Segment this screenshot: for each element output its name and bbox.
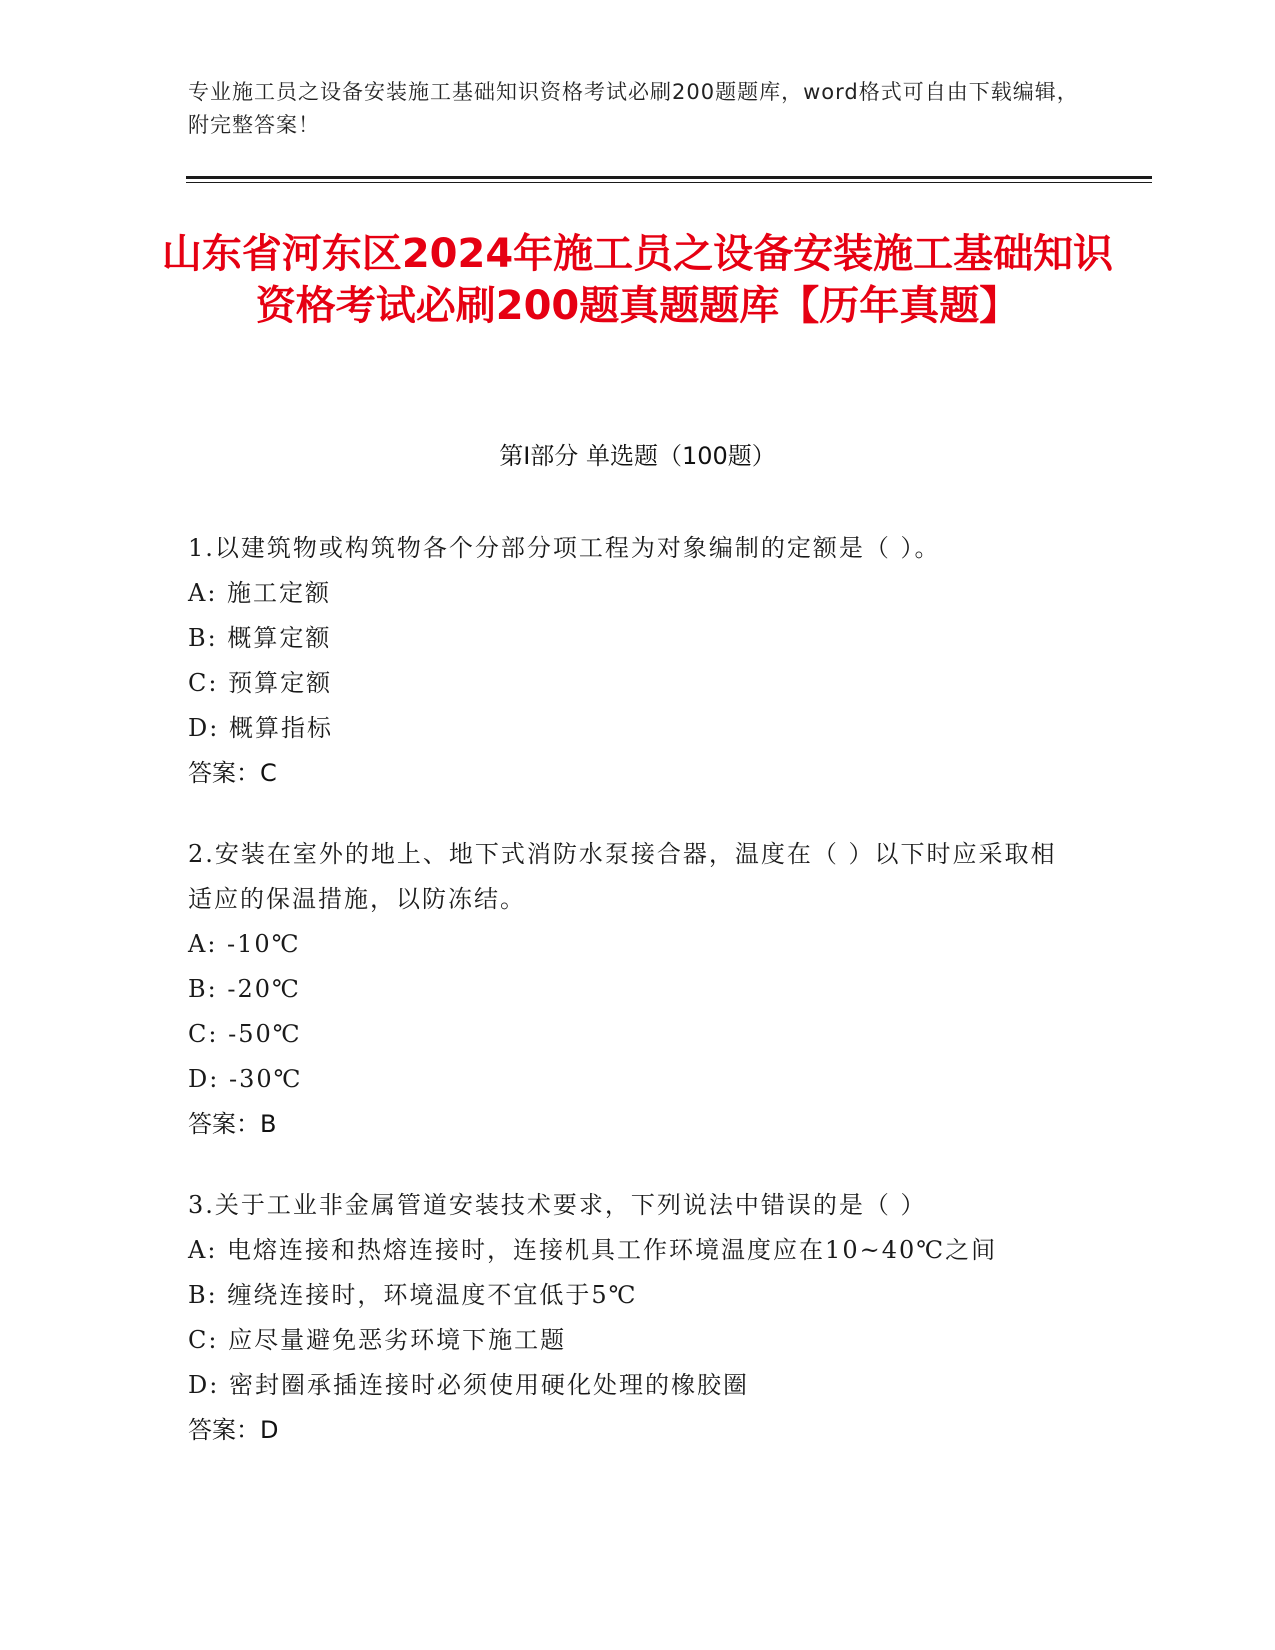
- question-stem: 3.关于工业非金属管道安装技术要求，下列说法中错误的是（ ）: [188, 1191, 927, 1219]
- option-c: C: -50℃: [188, 1020, 302, 1048]
- question-3: [188, 1183, 1078, 1453]
- option-c: C: 应尽量避免恶劣环境下施工题: [188, 1326, 567, 1354]
- option-a: A: 施工定额: [188, 579, 332, 607]
- option-b: B: -20℃: [188, 975, 301, 1003]
- question-list: [188, 526, 1078, 1489]
- question-stem: 1.以建筑物或构筑物各个分部分项工程为对象编制的定额是（ ）。: [188, 534, 941, 562]
- question-stem: 2.安装在室外的地上、地下式消防水泵接合器，温度在（ ）以下时应采取相适应的保温措施，以防冻结。: [188, 840, 1057, 913]
- header-rule-thin: [186, 182, 1152, 183]
- option-d: D: 密封圈承插连接时必须使用硬化处理的橡胶圈: [188, 1371, 749, 1399]
- answer: 答案：C: [188, 759, 277, 787]
- option-b: B: 概算定额: [188, 624, 332, 652]
- option-d: D: -30℃: [188, 1065, 303, 1093]
- header-rule-thick: [186, 176, 1152, 179]
- answer: 答案：B: [188, 1110, 277, 1138]
- header-note: 专业施工员之设备安装施工基础知识资格考试必刷200题题库，word格式可自由下载编辑，附完整答案！: [188, 80, 1079, 137]
- option-c: C: 预算定额: [188, 669, 333, 697]
- document-title: 山东省河东区2024年施工员之设备安装施工基础知识资格考试必刷200题真题题库【历年真题】: [161, 231, 1114, 329]
- option-d: D: 概算指标: [188, 714, 333, 742]
- answer: 答案：D: [188, 1416, 279, 1444]
- section-title: 第Ⅰ部分 单选题（100题）: [499, 442, 776, 470]
- option-b: B: 缠绕连接时，环境温度不宜低于5℃: [188, 1281, 638, 1309]
- option-a: A: -10℃: [188, 930, 301, 958]
- question-1: [188, 526, 1078, 796]
- question-2: [188, 832, 1078, 1147]
- option-a: A: 电熔连接和热熔连接时，连接机具工作环境温度应在10~40℃之间: [188, 1236, 998, 1264]
